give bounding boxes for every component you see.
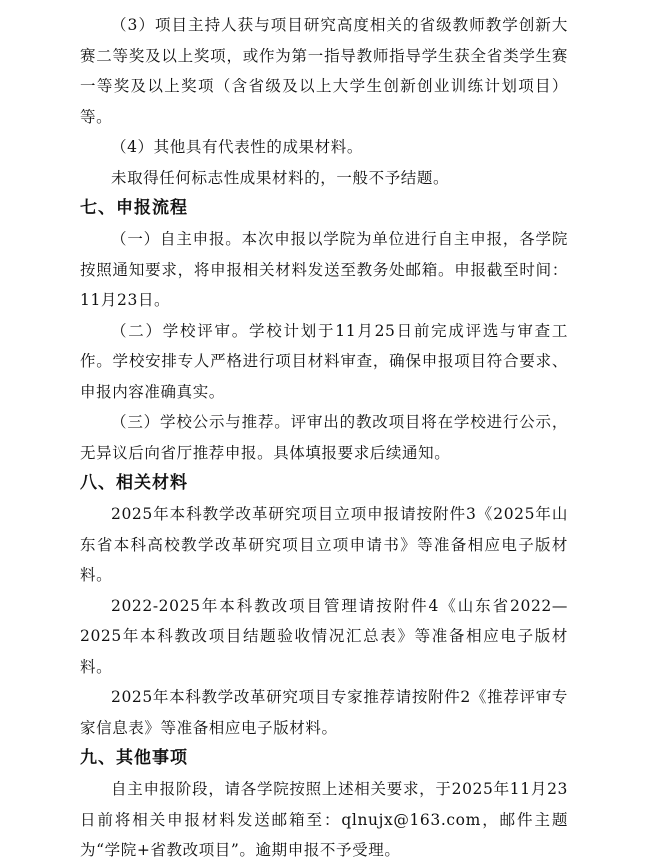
paragraph-submission-email: 自主申报阶段，请各学院按照上述相关要求，于2025年11月23日前将相关申报材料发送邮箱至：qlnujx@163.com，邮件主题为“学院+省教改项目”。逾期申报不予受理。 [80, 780, 568, 859]
heading-application-process: 七、申报流程 [80, 198, 188, 218]
paragraph-no-completion: 未取得任何标志性成果材料的，一般不予结题。 [111, 168, 450, 187]
paragraph-other-materials: （4）其他具有代表性的成果材料。 [111, 138, 363, 156]
paragraph-material-attachment-2: 2025年本科教学改革研究项目专家推荐请按附件2《推荐评审专家信息表》等准备相应电子版材料。 [80, 688, 568, 737]
paragraph-publicity-recommendation: （三）学校公示与推荐。评审出的教改项目将在学校进行公示，无异议后向省厅推荐申报。具体填报要求后续通知。 [80, 413, 568, 462]
paragraph-material-attachment-3: 2025年本科教学改革研究项目立项申报请按附件3《2025年山东省本科高校教学改革研究项目立项申请书》等准备相应电子版材料。 [80, 505, 568, 584]
paragraph-award-criteria: （3）项目主持人获与项目研究高度相关的省级教师教学创新大赛二等奖及以上奖项，或作为第一指导教师指导学生获全省类学生赛一等奖及以上奖项（含省级及以上大学生创新创业训练计划项目）等。 [80, 16, 568, 126]
heading-related-materials: 八、相关材料 [80, 473, 188, 493]
paragraph-school-review: （二）学校评审。学校计划于11月25日前完成评选与审查工作。学校安排专人严格进行项目材料审查，确保申报项目符合要求、申报内容准确真实。 [80, 321, 568, 401]
heading-other-matters: 九、其他事项 [80, 748, 188, 768]
paragraph-material-attachment-4: 2022-2025年本科教改项目管理请按附件4《山东省2022—2025年本科教改项目结题验收情况汇总表》等准备相应电子版材料。 [80, 596, 568, 676]
paragraph-self-application: （一）自主申报。本次申报以学院为单位进行自主申报，各学院按照通知要求，将申报相关材料发送至教务处邮箱。申报截至时间：11月23日。 [80, 230, 568, 309]
